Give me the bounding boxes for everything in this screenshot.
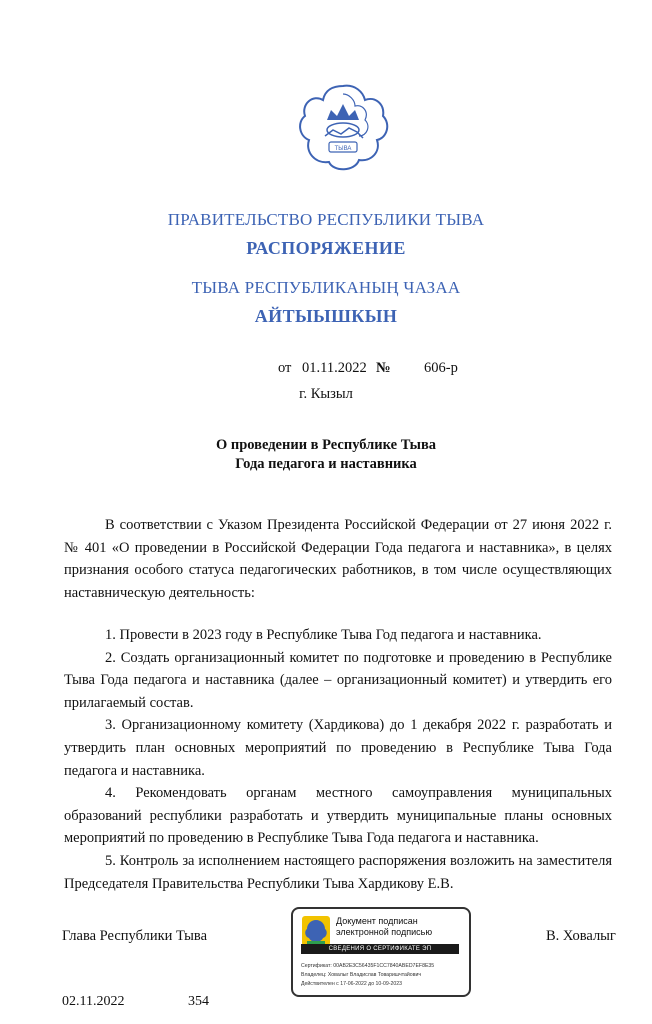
stamp-heading [336, 916, 432, 937]
signer-name: В. Ховалыг [546, 928, 616, 944]
list-item: 4. Рекомендовать органам местного самоуправления муниципальных образований республики разработать и утвердить муниципальные планы основных мероприятий по проведению в Республике Тыва Года педагога и наставника. [64, 785, 612, 847]
signer-title: Глава Республики Тыва [62, 928, 208, 944]
order-number-sign: № [376, 360, 391, 376]
footer-number: 354 [188, 994, 209, 1009]
stamp-heading-line-2: электронной подписью [336, 926, 433, 937]
order-date: 01.11.2022 [302, 360, 367, 376]
government-name-tyv: ТЫВА РЕСПУБЛИКАНЫҢ ЧАЗАА [191, 278, 461, 297]
stamp-heading-line-1: Документ подписан [336, 916, 418, 926]
list-item: 1. Провести в 2023 году в Республике Тыва Год педагога и наставника. [105, 627, 542, 643]
stamp-certificate-bar: СВЕДЕНИЯ О СЕРТИФИКАТЕ ЭП [301, 944, 459, 954]
government-name-ru: ПРАВИТЕЛЬСТВО РЕСПУБЛИКИ ТЫВА [167, 210, 485, 229]
intro-paragraph: В соответствии с Указом Президента Российской Федерации от 27 июня 2022 г. № 401 «О проведении в Российской Федерации Года педагога и наставника», в целях признания особого статуса педагогических работников, в том числе осуществляющих наставническую деятельность: [64, 517, 612, 601]
electronic-signature-stamp [291, 907, 471, 997]
document-type-ru: РАСПОРЯЖЕНИЕ [246, 238, 406, 258]
order-city: г. Кызыл [299, 386, 353, 402]
footer-date: 02.11.2022 [62, 994, 125, 1009]
list-item: 3. Организационному комитету (Хардикова) до 1 декабря 2022 г. разработать и утвердить план основных мероприятий по проведению в Республике Тыва Года педагога и наставника. [64, 717, 612, 779]
stamp-validity: Действителен с 17-06-2022 до 10-09-2023 [301, 981, 403, 987]
list-item: 2. Создать организационный комитет по подготовке и проведению в Республике Тыва Года педагога и наставника (далее – организационный комитет) и утвердить его прилагаемый состав. [64, 649, 612, 711]
body-items [64, 624, 612, 895]
stamp-certificate: Сертификат: 00AB2E3C56435F1CC7840ABED7EF8E35 [301, 963, 435, 969]
order-from-label: от [278, 360, 292, 376]
body-intro [64, 514, 612, 604]
list-item: 5. Контроль за исполнением настоящего распоряжения возложить на заместителя Председателя Правительства Республики Тыва Хардикову Е.В. [64, 852, 612, 892]
document-type-tyv: АЙТЫЫШКЫН [254, 306, 398, 326]
order-number: 606-р [424, 360, 458, 376]
tyva-coat-of-arms-icon [297, 80, 389, 180]
document-title-line-1: О проведении в Республике Тыва [215, 437, 437, 453]
stamp-owner: Владелец: Ховалыг Владислав Товаришчтайович [301, 972, 422, 978]
document-title-line-2: Года педагога и наставника [235, 456, 417, 472]
emblem-label: ТЫВА [334, 146, 352, 152]
stamp-emblem-icon [301, 915, 331, 947]
